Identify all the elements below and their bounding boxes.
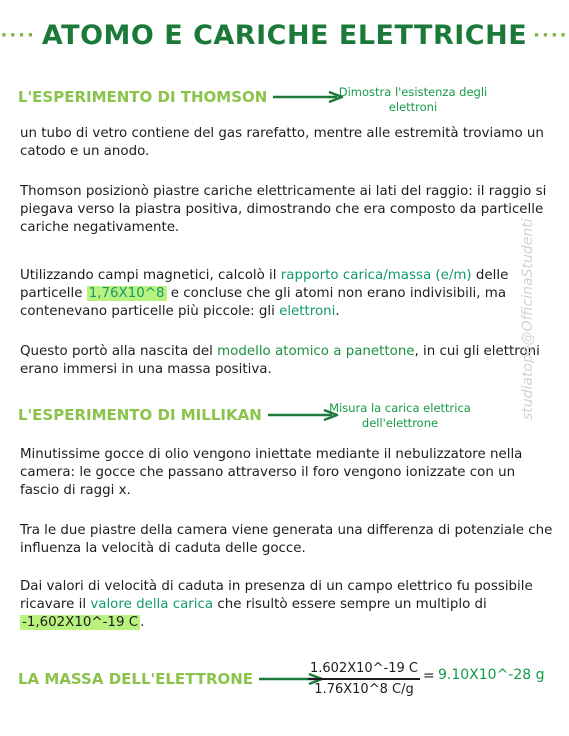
- watermark: studiatopo@OfficinaStudenti: [520, 218, 536, 420]
- page-title: ATOMO E CARICHE ELETTRICHE: [41, 20, 528, 51]
- thomson-heading: L'ESPERIMENTO DI THOMSON: [18, 88, 268, 106]
- mass-heading: LA MASSA DELL'ELETTRONE: [18, 670, 254, 688]
- millikan-note-line2: dell'elettrone: [361, 416, 439, 430]
- fraction-denominator: 1.76X10^8 C/g: [314, 681, 414, 697]
- text-span: Dai valori di velocità di caduta in presenza di un campo elettrico fu possibile ricavare il: [20, 579, 533, 612]
- charge-value-label: valore della carica: [90, 597, 214, 612]
- thomson-note: [318, 85, 508, 115]
- mass-fraction: [308, 660, 420, 698]
- ratio-value-highlight: 1,76X10^8: [88, 286, 165, 301]
- text-span: , in cui gli elettroni erano immersi in una massa positiva.: [20, 344, 540, 377]
- millikan-paragraph-2: Tra le due piastre della camera viene generata una differenza di potenziale che influenza la velocità di caduta delle gocce.: [20, 523, 553, 556]
- thomson-note-line1: Dimostra l'esistenza degli: [338, 85, 488, 99]
- model-highlight: modello atomico a panettone: [217, 344, 415, 359]
- thomson-paragraph-3: [20, 267, 555, 321]
- millikan-note-line1: Misura la carica elettrica: [329, 401, 471, 415]
- ratio-highlight: rapporto carica/massa (e/m): [280, 268, 472, 283]
- electrons-highlight: elettroni: [279, 304, 336, 319]
- text-span: .: [335, 304, 340, 319]
- text-span: delle particelle: [20, 268, 509, 301]
- title-dots-left: ····: [0, 25, 36, 46]
- millikan-paragraph-1: Minutissime gocce di olio vengono iniettate mediante il nebulizzatore nella camera: le gocce che passano attraverso il foro vengono ionizzate con un fascio di raggi x.: [20, 447, 523, 498]
- text-span: .: [140, 615, 145, 630]
- mass-result: 9.10X10^-28 g: [438, 667, 545, 683]
- fraction-numerator: 1.602X10^-19 C: [310, 661, 418, 676]
- thomson-paragraph-4: [20, 343, 555, 379]
- millikan-note: [305, 401, 495, 431]
- millikan-heading: L'ESPERIMENTO DI MILLIKAN: [18, 406, 262, 424]
- thomson-note-line2: elettroni: [388, 100, 438, 114]
- title-dots-right: ····: [533, 25, 569, 46]
- millikan-heading-row: [18, 406, 342, 424]
- thomson-paragraph-1: un tubo di vetro contiene del gas rarefatto, mentre alle estremità troviamo un catodo e un anodo.: [20, 126, 544, 159]
- text-span: Utilizzando campi magnetici, calcolò il: [20, 268, 281, 283]
- text-span: che risultò essere sempre un multiplo di: [213, 597, 487, 612]
- thomson-paragraph-2: Thomson posizionò piastre cariche elettricamente ai lati del raggio: il raggio si piegava verso la piastra positiva, dimostrando che era composto da particelle cariche negativamente.: [20, 184, 547, 235]
- page-title-row: [0, 20, 569, 51]
- thomson-heading-row: [18, 88, 347, 106]
- equals-sign: =: [423, 668, 435, 684]
- mass-heading-row: [18, 670, 327, 688]
- text-span: Questo portò alla nascita del: [20, 344, 218, 359]
- charge-value-highlight: -1,602X10^-19 C: [22, 615, 139, 630]
- text-span: e concluse che gli atomi non erano indivisibili, ma contenevano particelle più piccole: gli: [20, 286, 507, 319]
- fraction-bar: [308, 678, 420, 680]
- millikan-paragraph-3: [20, 578, 555, 632]
